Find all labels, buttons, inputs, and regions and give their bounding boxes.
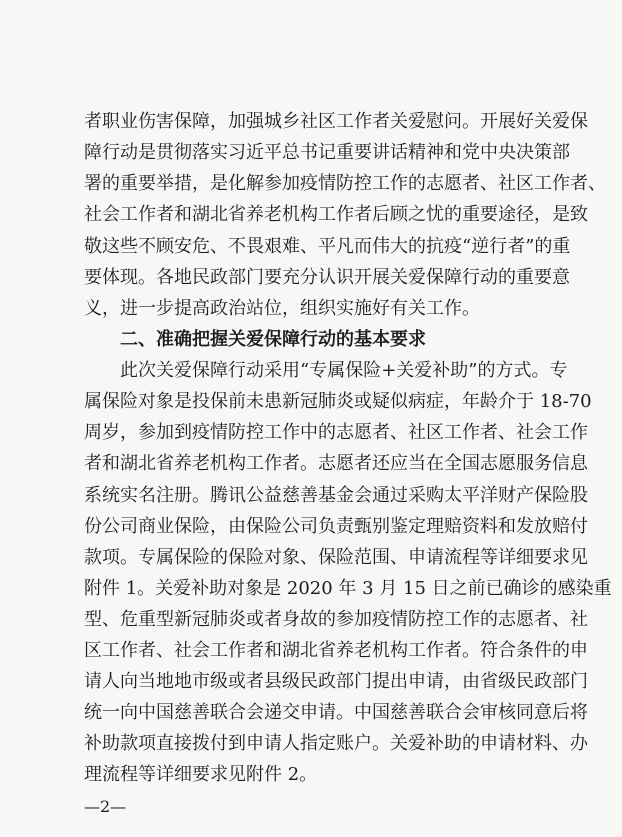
paragraph-2-line: 周岁，参加到疫情防控工作中的志愿者、社区工作者、社会工作 bbox=[84, 422, 588, 443]
paragraph-2-line: 统一向中国慈善联合会递交申请。中国慈善联合会审核同意后将 bbox=[84, 702, 588, 723]
paragraph-1-line: 者职业伤害保障，加强城乡社区工作者关爱慰问。开展好关爱保 bbox=[84, 111, 588, 132]
paragraph-2-line: 份公司商业保险，由保险公司负责甄别鉴定理赔资料和发放赔付 bbox=[84, 516, 588, 537]
paragraph-1-line: 社会工作者和湖北省养老机构工作者后顾之忧的重要途径，是致 bbox=[84, 204, 588, 225]
paragraph-2-line: 属保险对象是投保前未患新冠肺炎或疑似病症，年龄介于 18-70 bbox=[84, 391, 592, 412]
paragraph-1-line: 敬这些不顾安危、不畏艰难、平凡而伟大的抗疫“逆行者”的重 bbox=[84, 236, 571, 257]
section-heading: 二、准确把握关爱保障行动的基本要求 bbox=[120, 329, 426, 350]
paragraph-2-line: 附件 1。关爱补助对象是 2020 年 3 月 15 日之前已确诊的感染重 bbox=[84, 578, 612, 599]
paragraph-1-line: 署的重要举措，是化解参加疫情防控工作的志愿者、社区工作者、 bbox=[84, 173, 606, 194]
paragraph-2-line: 此次关爱保障行动采用“专属保险+关爱补助”的方式。专 bbox=[120, 360, 568, 381]
paragraph-2-line: 请人向当地地市级或者县级民政部门提出申请，由省级民政部门 bbox=[84, 671, 588, 692]
paragraph-2-line: 补助款项直接拨付到申请人指定账户。关爱补助的申请材料、办 bbox=[84, 733, 588, 754]
paragraph-2-line: 者和湖北省养老机构工作者。志愿者还应当在全国志愿服务信息 bbox=[84, 453, 588, 474]
paragraph-1-line: 要体现。各地民政部门要充分认识开展关爱保障行动的重要意 bbox=[84, 267, 570, 288]
paragraph-2-line: 理流程等详细要求见附件 2。 bbox=[84, 764, 318, 785]
paragraph-2-line: 款项。专属保险的保险对象、保险范围、申请流程等详细要求见 bbox=[84, 547, 588, 568]
paragraph-2-line: 型、危重型新冠肺炎或者身故的参加疫情防控工作的志愿者、社 bbox=[84, 609, 588, 630]
page-number: —2— bbox=[84, 797, 127, 816]
paragraph-1-line: 障行动是贯彻落实习近平总书记重要讲话精神和党中央决策部 bbox=[84, 142, 570, 163]
paragraph-2-line: 区工作者、社会工作者和湖北省养老机构工作者。符合条件的申 bbox=[84, 640, 588, 661]
paragraph-2-line: 系统实名注册。腾讯公益慈善基金会通过采购太平洋财产保险股 bbox=[84, 485, 588, 506]
paragraph-1-line: 义，进一步提高政治站位，组织实施好有关工作。 bbox=[84, 298, 480, 319]
